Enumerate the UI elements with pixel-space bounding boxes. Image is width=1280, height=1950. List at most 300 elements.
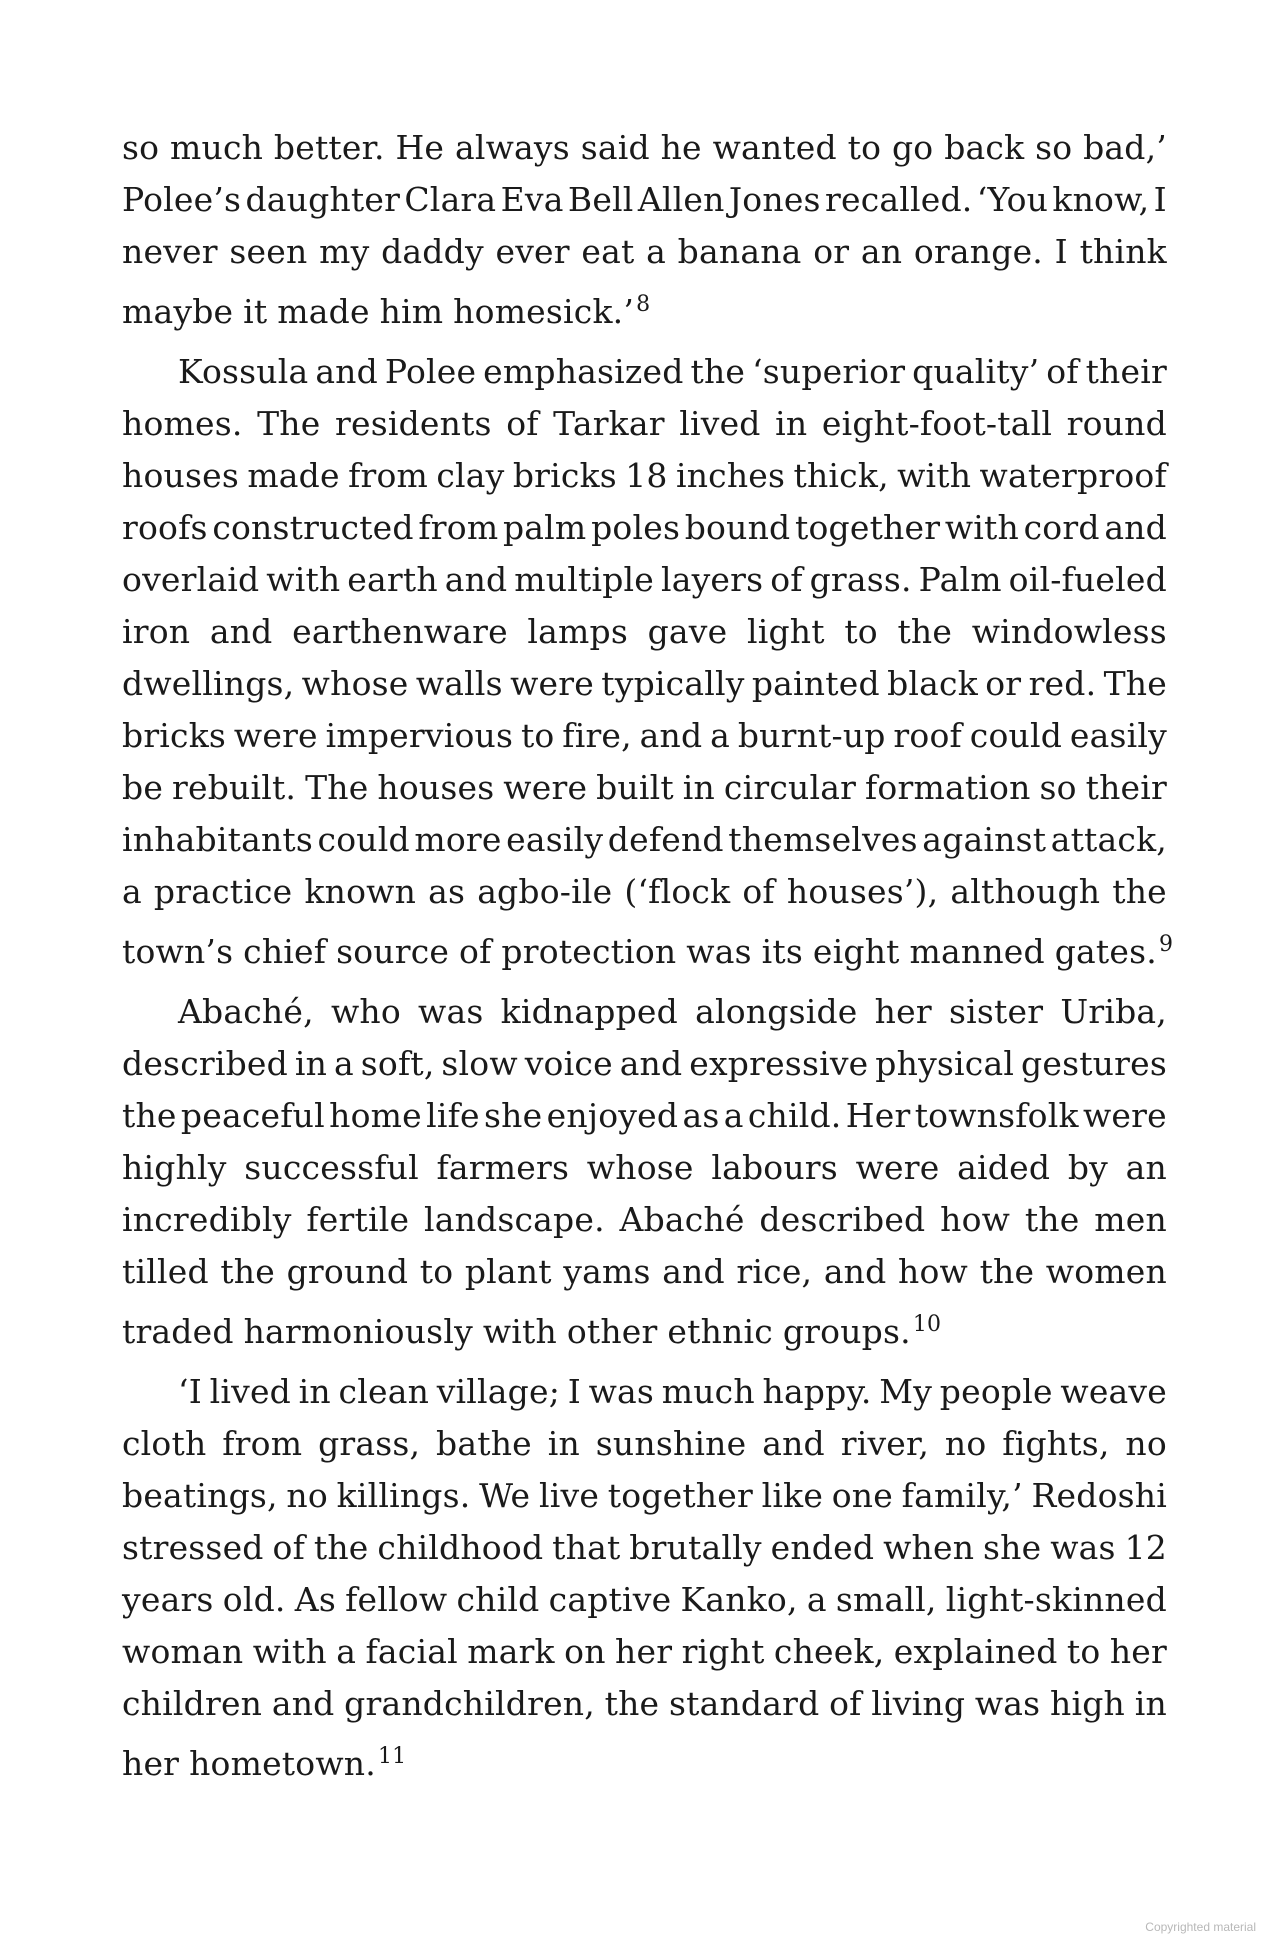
word: seen: [229, 232, 308, 271]
word: chief: [243, 932, 327, 971]
word: were: [855, 1148, 940, 1187]
word: its: [761, 932, 803, 971]
word: harmoniously: [243, 1312, 473, 1351]
word: daughter: [245, 180, 401, 219]
word: landscape.: [423, 1200, 605, 1239]
word: maybe: [122, 292, 234, 331]
word: protection: [501, 932, 677, 971]
text-line: [122, 872, 1167, 924]
word: men: [1094, 1200, 1167, 1239]
word: much: [170, 128, 264, 167]
word: river,: [840, 1424, 930, 1463]
word: sunshine: [595, 1424, 747, 1463]
word: in: [298, 1372, 331, 1411]
text-line: [122, 404, 1167, 456]
word: better.: [273, 128, 385, 167]
text-line: [122, 1632, 1167, 1684]
word: be: [122, 768, 164, 807]
word: bathe: [436, 1424, 532, 1463]
word: him: [379, 292, 444, 331]
word: like: [761, 1476, 824, 1515]
word: together: [607, 1476, 753, 1515]
word: she: [484, 1096, 543, 1135]
text-line: [122, 180, 1167, 232]
word: childhood: [377, 1528, 544, 1567]
footnote-reference: 9: [1158, 932, 1174, 957]
word: eight-foot-tall: [821, 404, 1053, 443]
word: burnt-up: [737, 716, 886, 755]
word: could: [969, 716, 1063, 755]
word: voice: [524, 1044, 613, 1083]
word: Bell: [567, 180, 634, 219]
word: clay: [436, 456, 505, 495]
text-line: [122, 820, 1167, 872]
word: described: [122, 1044, 288, 1083]
word: and: [209, 612, 273, 651]
word: the: [1024, 1200, 1080, 1239]
word: their: [1085, 352, 1167, 391]
word: by: [1067, 1148, 1108, 1187]
word: with: [897, 456, 972, 495]
word: were: [1082, 1096, 1167, 1135]
word: grandchildren,: [344, 1684, 595, 1723]
word: one: [831, 1476, 893, 1515]
text-line: [122, 716, 1167, 768]
word: lived: [679, 404, 761, 443]
word: and: [662, 1252, 725, 1291]
word: I: [1054, 232, 1068, 271]
text-line: [122, 352, 1167, 404]
word: light: [746, 612, 825, 651]
word: to: [1066, 1632, 1101, 1671]
word: she: [983, 1528, 1042, 1567]
word: family,’: [901, 1476, 1023, 1515]
word: My: [879, 1372, 933, 1411]
word: black: [887, 664, 978, 703]
word: fire,: [562, 716, 632, 755]
word: gave: [647, 612, 728, 651]
word: when: [883, 1528, 975, 1567]
word: emphasized: [483, 352, 684, 391]
word: with: [482, 1312, 557, 1351]
word: inhabitants: [122, 820, 313, 859]
word: Palm: [918, 560, 1002, 599]
word: manned: [909, 932, 1045, 971]
word: palm: [502, 508, 587, 547]
word: know,: [1052, 180, 1150, 219]
word: typically: [601, 664, 745, 703]
word: incredibly: [122, 1200, 292, 1239]
word: in: [547, 1424, 580, 1463]
word: and: [619, 1044, 683, 1083]
word: years: [122, 1580, 214, 1619]
text-line: [122, 1252, 1167, 1304]
word: and: [762, 1424, 825, 1463]
word: was: [588, 1372, 655, 1411]
word: quality’: [912, 352, 1040, 391]
word: woman: [122, 1632, 244, 1671]
word: together: [795, 508, 941, 547]
word: made: [247, 456, 340, 495]
word: houses’),: [786, 872, 939, 911]
word: as: [682, 1096, 720, 1135]
word: stressed: [122, 1528, 264, 1567]
word: fellow: [345, 1580, 448, 1619]
word: red.: [1028, 664, 1097, 703]
word: homesick.’$^8$: [453, 292, 651, 331]
word: oil-fueled: [1008, 560, 1167, 599]
word: her: [122, 1744, 180, 1783]
word: 18: [625, 456, 668, 495]
text-line: [122, 664, 1167, 716]
word: to: [847, 128, 882, 167]
word: of: [272, 1528, 305, 1567]
word: roof: [893, 716, 962, 755]
word: ‘You: [976, 180, 1049, 219]
word: earthenware: [292, 612, 508, 651]
word: (‘flock: [624, 872, 731, 911]
word: cheek,: [773, 1632, 885, 1671]
word: residents: [334, 404, 492, 443]
word: townsfolk: [914, 1096, 1079, 1135]
text-line: [122, 1476, 1167, 1528]
word: banana: [677, 232, 802, 271]
word: multiple: [514, 560, 655, 599]
word: old.: [222, 1580, 286, 1619]
text-line: [122, 128, 1167, 180]
word: Polee’s: [122, 180, 242, 219]
word: no: [286, 1476, 328, 1515]
word: to: [844, 612, 878, 651]
word: He: [395, 128, 445, 167]
word: The: [1103, 664, 1167, 703]
word: could: [317, 820, 410, 859]
text-line: [122, 1736, 1167, 1804]
word: windowless: [971, 612, 1167, 651]
word: successful: [244, 1148, 419, 1187]
word: ethnic: [667, 1312, 773, 1351]
word: captive: [548, 1580, 672, 1619]
word: cord: [1023, 508, 1100, 547]
word: brutally: [629, 1528, 762, 1567]
word: live: [538, 1476, 600, 1515]
word: that: [552, 1528, 621, 1567]
word: said: [580, 128, 650, 167]
word: Polee: [384, 352, 477, 391]
word: small,: [835, 1580, 937, 1619]
text-line: [122, 1304, 1167, 1372]
word: and: [1104, 508, 1167, 547]
word: a: [723, 1096, 744, 1135]
word: poles: [591, 508, 681, 547]
word: easily: [506, 820, 604, 859]
word: rice,: [736, 1252, 813, 1291]
word: Eva: [500, 180, 564, 219]
text-line: [122, 1580, 1167, 1632]
word: cloth: [122, 1424, 207, 1463]
word: high: [1050, 1684, 1126, 1723]
text-line: [122, 1044, 1167, 1096]
word: or: [985, 664, 1022, 703]
word: plant: [464, 1252, 552, 1291]
word: a: [806, 1580, 827, 1619]
text-line: [122, 1528, 1167, 1580]
word: and: [639, 716, 703, 755]
word: eight: [812, 932, 900, 971]
word: and: [271, 1684, 335, 1723]
word: was: [418, 992, 484, 1031]
word: homes.: [122, 404, 243, 443]
word: aided: [957, 1148, 1051, 1187]
word: roofs: [122, 508, 208, 547]
word: impervious: [325, 716, 514, 755]
footnote-reference: 8: [636, 292, 651, 317]
word: from: [348, 456, 429, 495]
word: sister: [948, 992, 1044, 1031]
word: attack,: [1050, 820, 1167, 859]
word: lived: [209, 1372, 291, 1411]
word: and: [315, 352, 378, 391]
word: The: [257, 404, 321, 443]
word: tilled: [122, 1252, 209, 1291]
word: facial: [365, 1632, 458, 1671]
word: lamps: [527, 612, 628, 651]
word: physical: [875, 1044, 1015, 1083]
word: the: [690, 352, 746, 391]
word: no: [944, 1424, 987, 1463]
word: Her: [845, 1096, 911, 1135]
word: killings.: [336, 1476, 471, 1515]
word: in: [775, 404, 808, 443]
word: Kossula: [178, 352, 309, 391]
word: mark: [467, 1632, 555, 1671]
word: traded: [122, 1312, 234, 1351]
word: houses: [122, 456, 239, 495]
word: although: [950, 872, 1101, 911]
word: so: [1039, 768, 1077, 807]
word: home: [329, 1096, 422, 1135]
word: with: [252, 1632, 327, 1671]
word: enjoyed: [546, 1096, 679, 1135]
word: of: [506, 404, 539, 443]
word: ended: [770, 1528, 875, 1567]
word: known: [304, 872, 417, 911]
word: Redoshi: [1031, 1476, 1167, 1515]
word: light-skinned: [945, 1580, 1167, 1619]
word: the: [1112, 872, 1167, 911]
word: clean: [338, 1372, 430, 1411]
word: Abaché,: [178, 992, 314, 1031]
word: other: [566, 1312, 658, 1351]
text-line: [122, 560, 1167, 612]
word: of: [770, 560, 803, 599]
text-line: [122, 612, 1167, 664]
word: formation: [865, 768, 1031, 807]
word: her: [874, 992, 932, 1031]
word: houses: [377, 768, 495, 807]
word: the: [122, 1096, 177, 1135]
word: much: [661, 1372, 755, 1411]
word: themselves: [728, 820, 918, 859]
word: gates.$^9$: [1054, 932, 1174, 971]
word: Allen: [637, 180, 725, 219]
word: was: [1050, 1528, 1116, 1567]
word: easily: [1069, 716, 1167, 755]
word: daddy: [381, 232, 484, 271]
word: ‘I: [178, 1372, 202, 1411]
word: right: [681, 1632, 765, 1671]
word: was: [686, 932, 752, 971]
word: in: [682, 768, 715, 807]
text-line: [122, 1684, 1167, 1736]
word: thick,: [793, 456, 889, 495]
word: more: [414, 820, 502, 859]
word: We: [479, 1476, 531, 1515]
word: was: [974, 1684, 1041, 1723]
word: of: [459, 932, 492, 971]
word: how: [898, 1252, 968, 1291]
word: whose: [301, 664, 409, 703]
word: painted: [751, 664, 880, 703]
word: an: [1125, 1148, 1167, 1187]
text-line: [122, 232, 1167, 284]
word: earth: [347, 560, 438, 599]
word: fights,: [1002, 1424, 1110, 1463]
word: a: [646, 232, 667, 271]
word: the: [604, 1684, 660, 1723]
word: no: [1125, 1424, 1167, 1463]
word: on: [564, 1632, 606, 1671]
word: expressive: [689, 1044, 869, 1083]
word: a: [333, 1044, 354, 1083]
word: defend: [607, 820, 724, 859]
word: eat: [581, 232, 635, 271]
word: an: [860, 232, 903, 271]
text-line: [122, 992, 1167, 1044]
book-page-body: [122, 128, 1174, 1804]
word: against: [922, 820, 1047, 859]
word: grass.: [809, 560, 912, 599]
word: with: [944, 508, 1019, 547]
word: Uriba,: [1060, 992, 1167, 1031]
word: village;: [436, 1372, 561, 1411]
word: bricks: [512, 456, 617, 495]
word: peaceful: [180, 1096, 325, 1135]
word: a: [336, 1632, 357, 1671]
word: the: [313, 1528, 369, 1567]
text-line: [122, 456, 1167, 508]
word: think: [1079, 232, 1167, 271]
word: I: [567, 1372, 581, 1411]
word: I: [1153, 180, 1167, 219]
text-line: [122, 284, 1167, 352]
word: alongside: [695, 992, 858, 1031]
word: her: [615, 1632, 673, 1671]
word: highly: [122, 1148, 227, 1187]
word: happy.: [762, 1372, 872, 1411]
word: constructed: [212, 508, 414, 547]
word: the: [979, 1252, 1035, 1291]
word: so: [1035, 128, 1073, 167]
word: hometown.$^{11}$: [189, 1744, 407, 1783]
text-line: [122, 924, 1174, 992]
word: people: [939, 1372, 1053, 1411]
word: he: [660, 128, 702, 167]
word: were: [503, 768, 588, 807]
word: and: [823, 1252, 887, 1291]
word: go: [891, 128, 934, 167]
word: groups.$^{10}$: [782, 1312, 942, 1351]
word: in: [294, 1044, 328, 1083]
word: orange.: [913, 232, 1043, 271]
word: from: [418, 508, 499, 547]
word: bricks: [122, 716, 227, 755]
word: living: [871, 1684, 966, 1723]
word: rebuilt.: [171, 768, 297, 807]
word: or: [813, 232, 850, 271]
word: round: [1066, 404, 1167, 443]
word: to: [520, 716, 555, 755]
word: as: [428, 872, 466, 911]
word: farmers: [436, 1148, 570, 1187]
text-line: [122, 1148, 1167, 1200]
text-line: [122, 1424, 1167, 1476]
word: yams: [563, 1252, 651, 1291]
word: ‘superior: [752, 352, 906, 391]
word: Abaché: [619, 1200, 745, 1239]
word: children: [122, 1684, 263, 1723]
word: life: [426, 1096, 480, 1135]
word: and: [444, 560, 508, 599]
copyright-watermark: Copyrighted material: [1145, 1920, 1256, 1934]
word: Jones: [728, 180, 821, 219]
word: my: [319, 232, 370, 271]
word: never: [122, 232, 218, 271]
word: waterproof: [979, 456, 1167, 495]
word: beatings,: [122, 1476, 278, 1515]
word: child.: [747, 1096, 842, 1135]
word: agbo-ile: [477, 872, 613, 911]
word: wanted: [712, 128, 837, 167]
word: the: [220, 1252, 275, 1291]
word: from: [222, 1424, 303, 1463]
word: how: [940, 1200, 1011, 1239]
word: bound: [684, 508, 791, 547]
word: fertile: [306, 1200, 410, 1239]
word: circular: [723, 768, 857, 807]
word: gestures: [1021, 1044, 1167, 1083]
word: inches: [675, 456, 786, 495]
word: town’s: [122, 932, 234, 971]
word: made: [277, 292, 370, 331]
word: iron: [122, 612, 191, 651]
word: weave: [1060, 1372, 1167, 1411]
word: overlaid: [122, 560, 260, 599]
word: ground: [286, 1252, 409, 1291]
word: it: [243, 292, 268, 331]
word: to: [419, 1252, 454, 1291]
word: whose: [586, 1148, 694, 1187]
text-line: [122, 508, 1167, 560]
text-line: [122, 1200, 1167, 1252]
word: recalled.: [824, 180, 973, 219]
word: a: [122, 872, 142, 911]
word: practice: [153, 872, 293, 911]
word: the: [897, 612, 953, 651]
word: with: [266, 560, 341, 599]
word: The: [305, 768, 369, 807]
word: slow: [441, 1044, 518, 1083]
